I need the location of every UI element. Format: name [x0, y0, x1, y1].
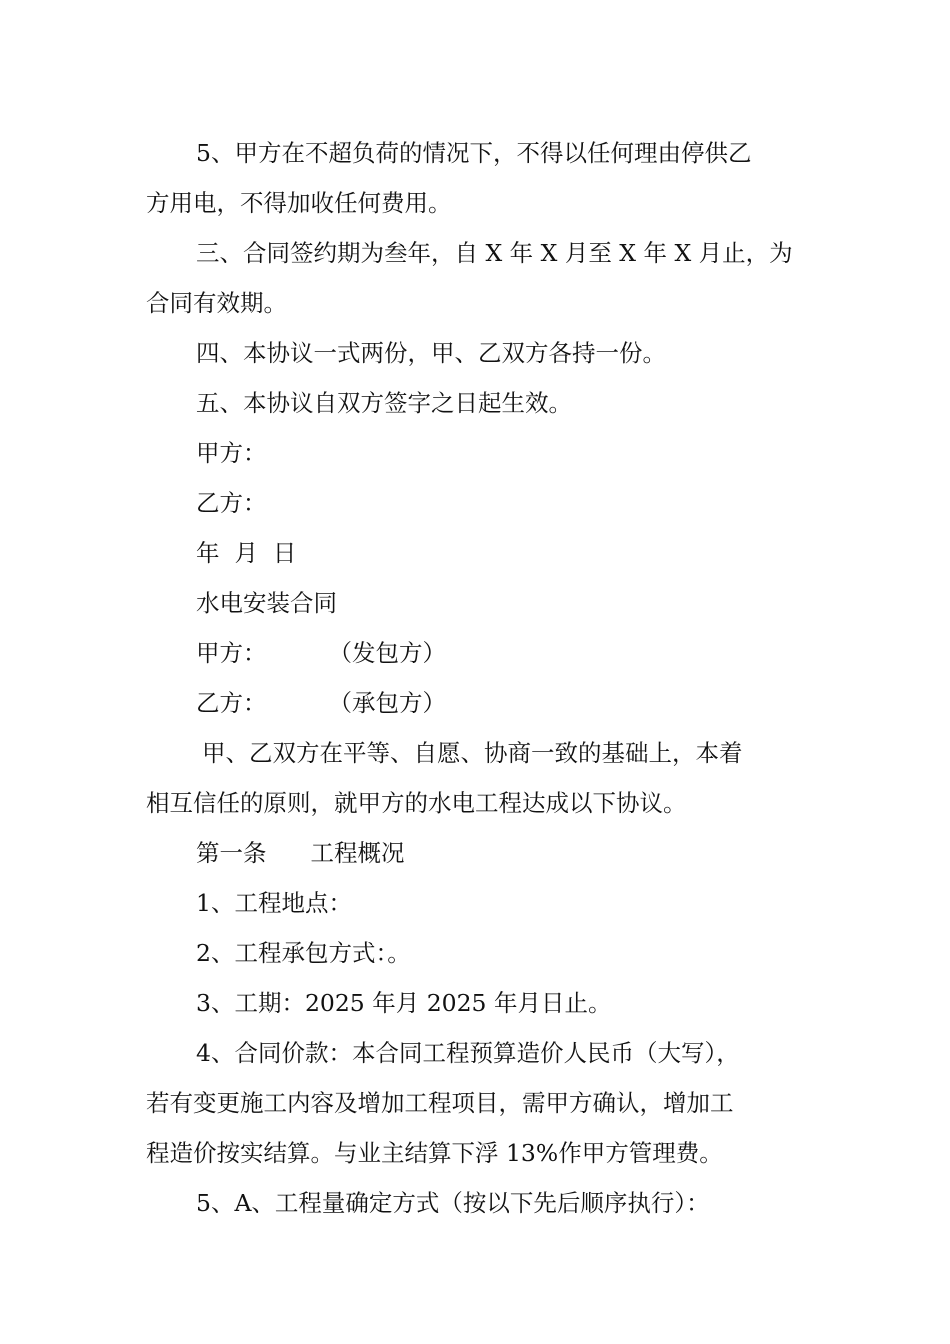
paragraph-line: 甲、乙双方在平等、自愿、协商一致的基础上，本着: [202, 739, 743, 767]
paragraph-line: 4、合同价款：本合同工程预算造价人民币（大写），: [196, 1039, 740, 1067]
document-body: [146, 128, 808, 1228]
party-a-role: （发包方）: [328, 639, 446, 667]
article-title: 工程概况: [310, 839, 405, 867]
party-b-signature-label: 乙方：: [196, 489, 267, 517]
paragraph-line: 合同有效期。: [146, 289, 287, 317]
paragraph-line: 四、本协议一式两份，甲、乙双方各持一份。: [196, 339, 666, 367]
paragraph-line: 5、甲方在不超负荷的情况下，不得以任何理由停供乙: [196, 139, 752, 167]
paragraph-line: 三、合同签约期为叁年，自 X 年 X 月至 X 年 X 月止，为: [196, 239, 793, 267]
party-b-label: 乙方：: [196, 689, 267, 717]
article-number: 第一条: [196, 839, 267, 867]
paragraph-line: 方用电，不得加收任何费用。: [146, 189, 452, 217]
paragraph-line: 3、工期：2025 年月 2025 年月日止。: [196, 989, 612, 1017]
party-a-line: [146, 628, 808, 678]
date-line: 年 月 日: [196, 539, 297, 567]
paragraph-line: 五、本协议自双方签字之日起生效。: [196, 389, 572, 417]
contract-title: 水电安装合同: [196, 589, 337, 617]
paragraph-line: 5、A、工程量确定方式（按以下先后顺序执行）：: [196, 1189, 710, 1217]
paragraph-line: 1、工程地点：: [196, 889, 352, 917]
paragraph-line: 2、工程承包方式：。: [196, 939, 411, 967]
article-heading: [146, 828, 808, 878]
party-a-label: 甲方：: [196, 639, 267, 667]
paragraph-line: 若有变更施工内容及增加工程项目，需甲方确认，增加工: [146, 1089, 734, 1117]
paragraph-line: 相互信任的原则，就甲方的水电工程达成以下协议。: [146, 789, 687, 817]
party-a-signature-label: 甲方：: [196, 439, 267, 467]
party-b-line: [146, 678, 808, 728]
party-b-role: （承包方）: [328, 689, 446, 717]
paragraph-line: 程造价按实结算。与业主结算下浮 13%作甲方管理费。: [146, 1139, 723, 1167]
